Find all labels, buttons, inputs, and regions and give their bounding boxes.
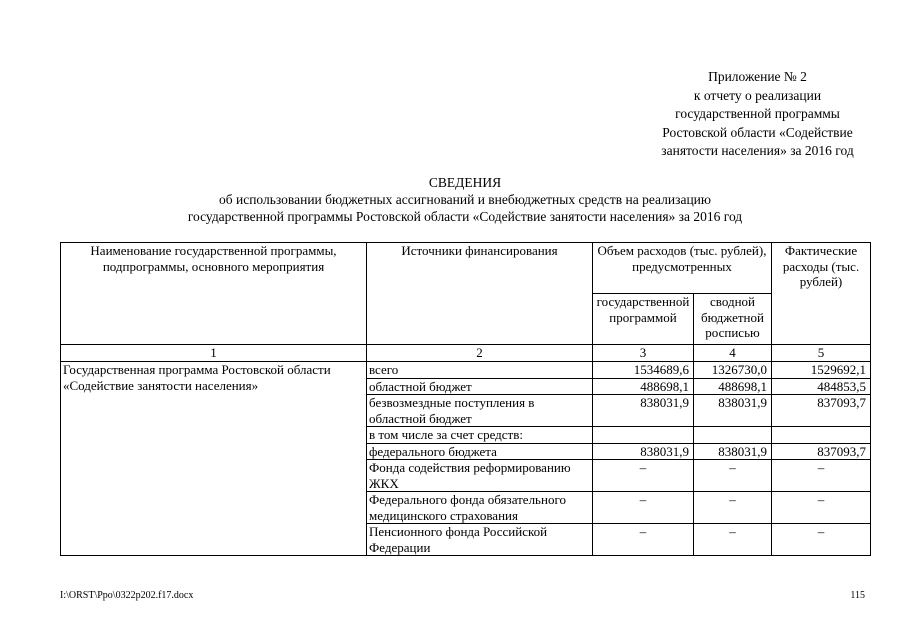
source-cell: безвозмездные поступления в областной бюджет bbox=[367, 395, 593, 427]
budget-value bbox=[694, 427, 772, 444]
column-number: 5 bbox=[772, 345, 871, 362]
actual-value bbox=[772, 427, 871, 444]
title-heading: СВЕДЕНИЯ bbox=[428, 175, 502, 190]
appendix-line: к отчету о реализации bbox=[693, 87, 822, 103]
budget-value: 838031,9 bbox=[694, 395, 772, 427]
actual-value: 1529692,1 bbox=[772, 362, 871, 379]
actual-value: 837093,7 bbox=[772, 395, 871, 427]
program-name: Государственная программа Ростовской области «Содействие занятости населения» bbox=[61, 362, 367, 556]
header-volume: Объем расходов (тыс. рублей), предусмотренных bbox=[593, 243, 772, 294]
footer-page-number: 115 bbox=[850, 590, 865, 601]
appendix-line: занятости населения» за 2016 год bbox=[661, 143, 854, 158]
actual-value: 837093,7 bbox=[772, 443, 871, 460]
budget-value: – bbox=[694, 460, 772, 492]
program-value: 1534689,6 bbox=[593, 362, 694, 379]
program-value bbox=[593, 427, 694, 444]
column-number: 4 bbox=[694, 345, 772, 362]
appendix-line: Ростовской области «Содействие bbox=[662, 124, 853, 140]
title-line: государственной программы Ростовской области «Содействие занятости населения» за 2016 год bbox=[187, 209, 743, 224]
source-cell: Пенсионного фонда Российской Федерации bbox=[367, 524, 593, 556]
source-cell: областной бюджет bbox=[367, 378, 593, 395]
column-number: 2 bbox=[367, 345, 593, 362]
header-actual: Фактические расходы (тыс. рублей) bbox=[772, 243, 871, 345]
source-cell: всего bbox=[367, 362, 593, 379]
actual-value: – bbox=[772, 492, 871, 524]
budget-value: 838031,9 bbox=[694, 443, 772, 460]
title-line: об использовании бюджетных ассигнований и внебюджетных средств на реализацию bbox=[219, 192, 711, 207]
budget-value: 488698,1 bbox=[694, 378, 772, 395]
header-source: Источники финансирования bbox=[367, 243, 593, 345]
source-cell: Фонда содействия реформированию ЖКХ bbox=[367, 460, 593, 492]
budget-value: – bbox=[694, 524, 772, 556]
column-number: 1 bbox=[61, 345, 367, 362]
actual-value: – bbox=[772, 460, 871, 492]
header-volume-program: государственной программой bbox=[593, 294, 694, 345]
header-name: Наименование государственной программы, подпрограммы, основного мероприятия bbox=[61, 243, 367, 345]
footer-file-path: I:\ORST\Ppo\0322p202.f17.docx bbox=[60, 590, 194, 601]
table-row bbox=[61, 362, 871, 379]
actual-value: 484853,5 bbox=[772, 378, 871, 395]
program-value: – bbox=[593, 524, 694, 556]
program-value: – bbox=[593, 492, 694, 524]
source-cell: Федерального фонда обязательного медицинского страхования bbox=[367, 492, 593, 524]
source-cell: федерального бюджета bbox=[367, 443, 593, 460]
program-value: 838031,9 bbox=[593, 395, 694, 427]
header-volume-budget: сводной бюджетной росписью bbox=[694, 294, 772, 345]
program-value: – bbox=[593, 460, 694, 492]
actual-value: – bbox=[772, 524, 871, 556]
appendix-line: государственной программы bbox=[675, 106, 840, 121]
budget-value: – bbox=[694, 492, 772, 524]
program-value: 838031,9 bbox=[593, 443, 694, 460]
appendix-line: Приложение № 2 bbox=[708, 69, 807, 84]
budget-value: 1326730,0 bbox=[694, 362, 772, 379]
column-number: 3 bbox=[593, 345, 694, 362]
budget-table bbox=[60, 242, 871, 556]
program-value: 488698,1 bbox=[593, 378, 694, 395]
source-cell: в том числе за счет средств: bbox=[367, 427, 593, 444]
